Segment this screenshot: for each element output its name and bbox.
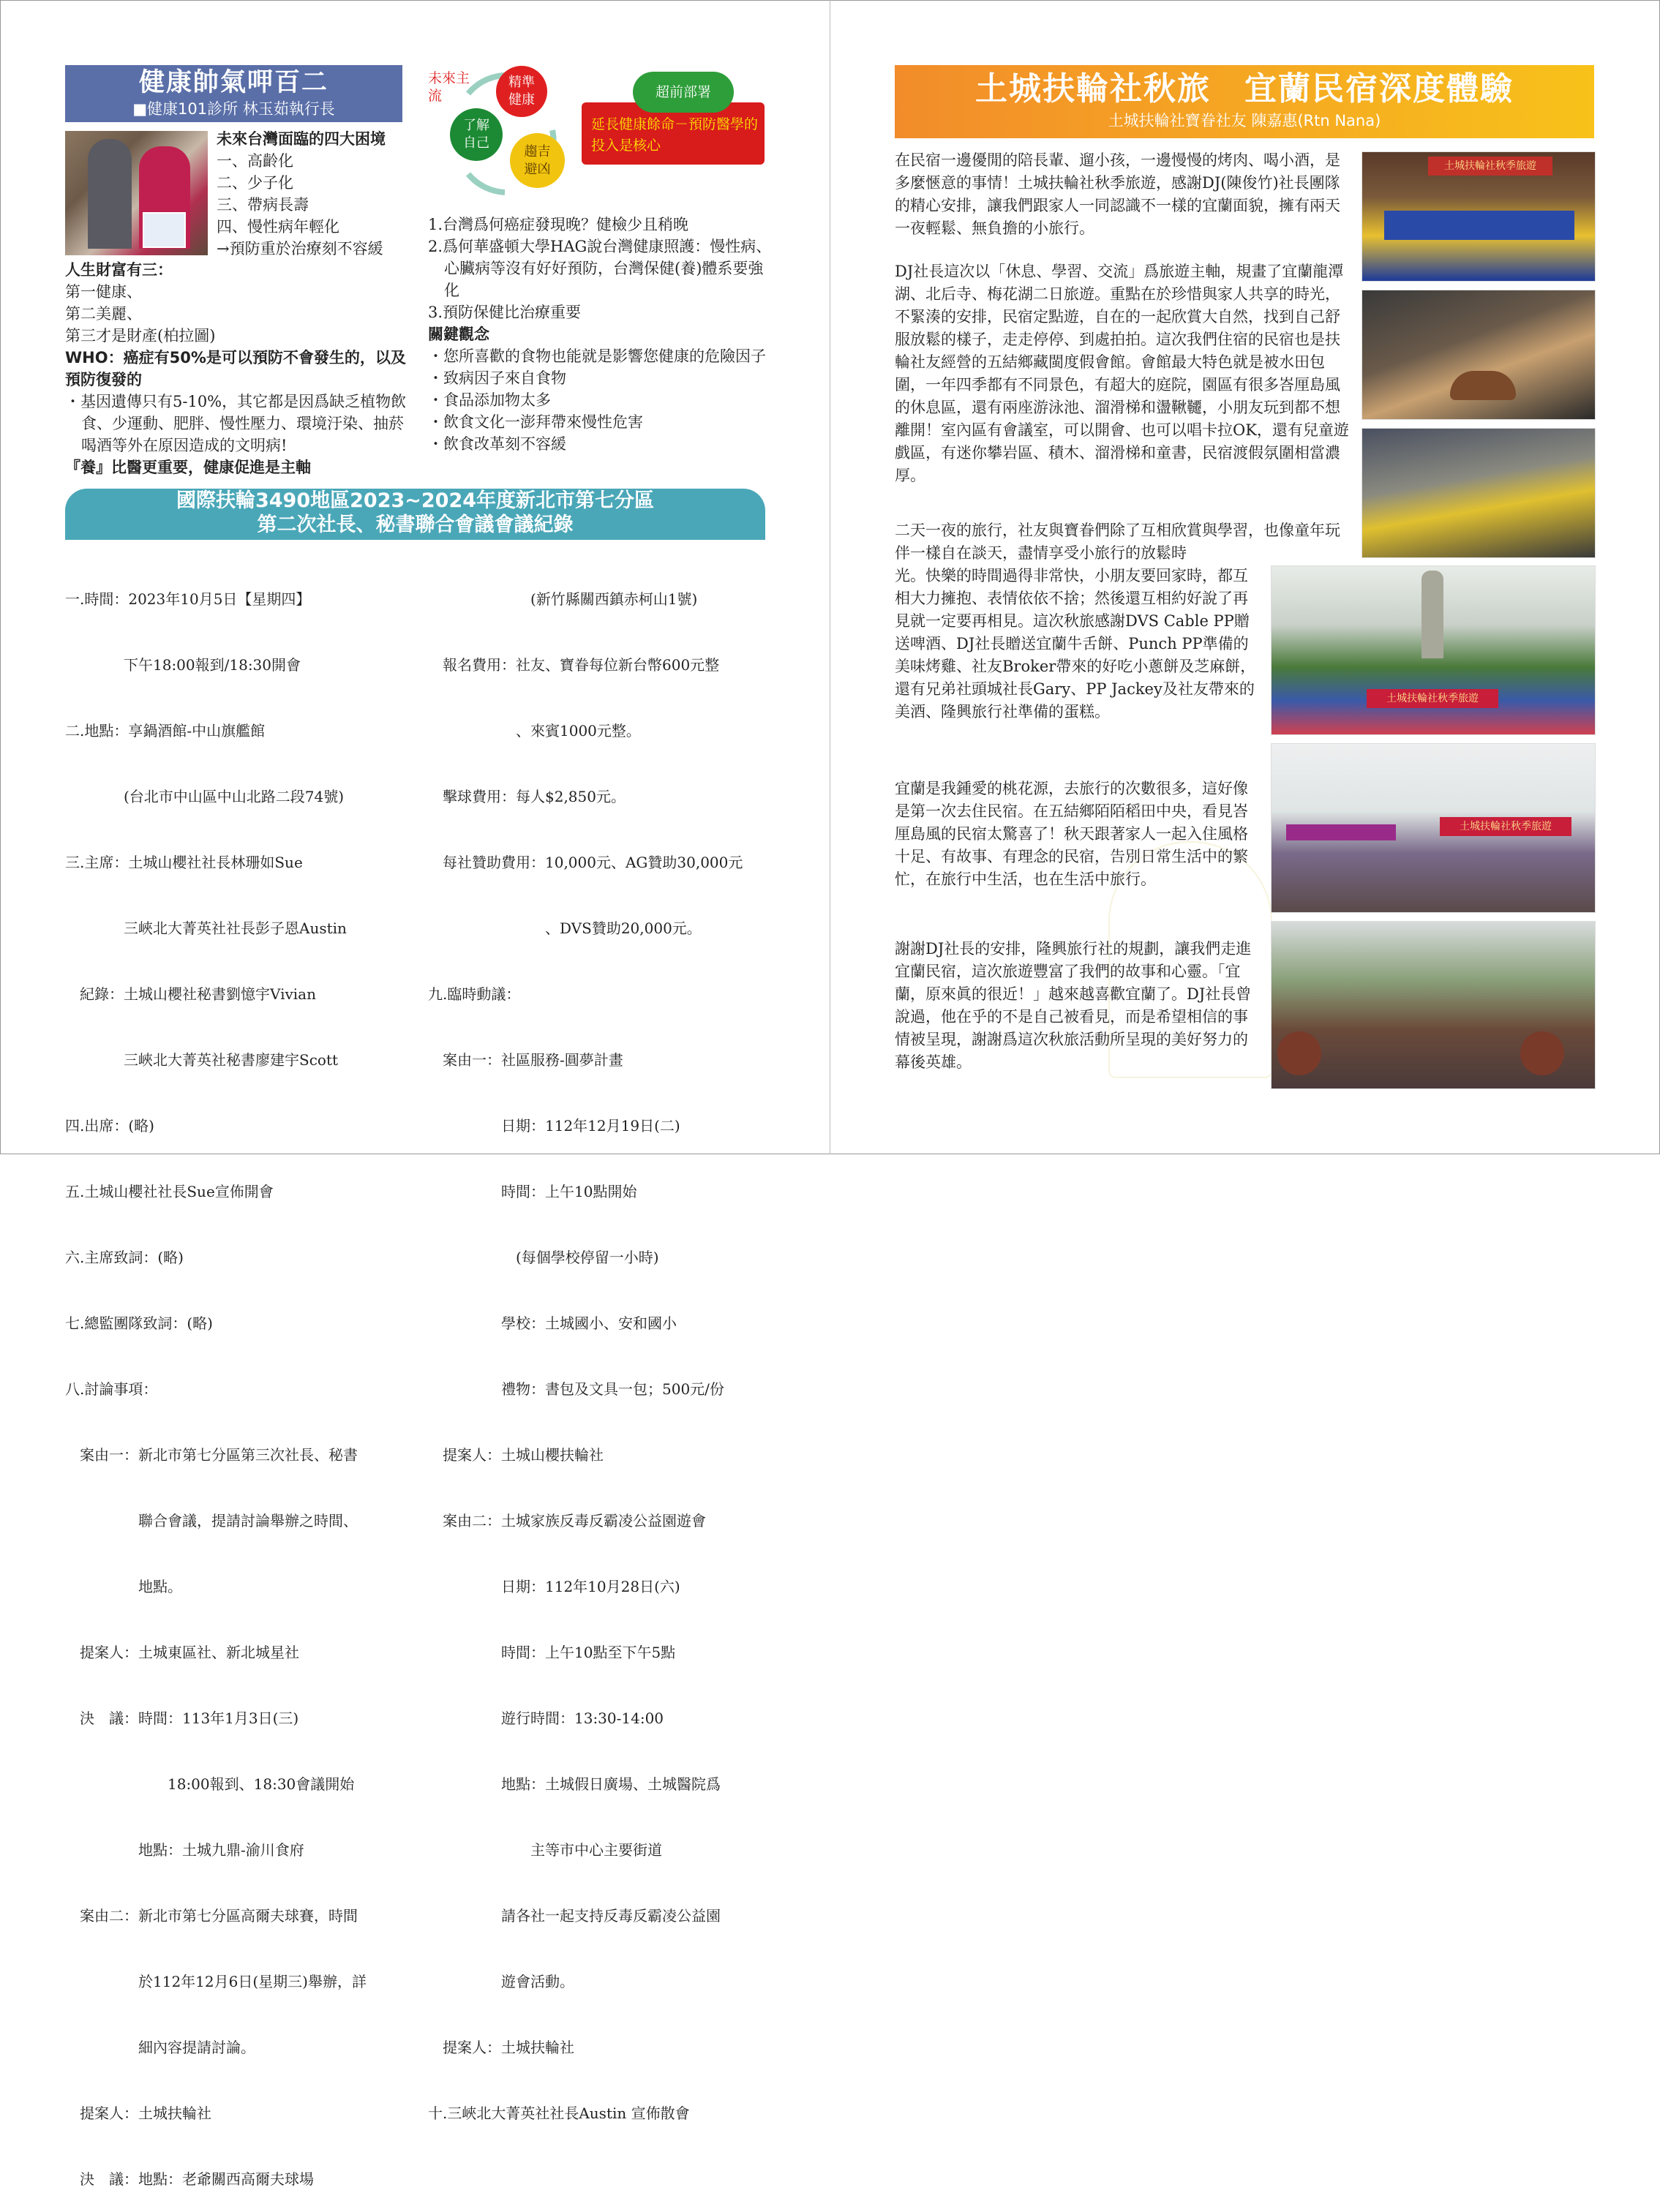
minutes-line: 提案人：土城扶輪社	[65, 2104, 211, 2122]
gear-know-yourself	[450, 108, 503, 161]
trip-photo-group-2	[1271, 743, 1596, 913]
minutes-line: 案由二：土城家族反毒反霸凌公益園遊會	[428, 1512, 706, 1530]
minutes-line: 決 議：地點：老爺關西高爾夫球場	[65, 2170, 314, 2188]
minutes-line: 地點：土城假日廣場、土城醫院爲	[428, 1775, 721, 1793]
trip-photo-dinner	[1362, 428, 1596, 558]
issue-item: →預防重於治療刻不容緩	[217, 240, 383, 257]
minutes-line: 三峽北大菁英社社長彭子恩Austin	[65, 919, 347, 937]
key-item: ・飲食改革刻不容緩	[428, 435, 566, 453]
four-issues-title: 未來台灣面臨的四大困境	[217, 130, 386, 148]
minutes-line: 、來賓1000元整。	[428, 722, 641, 740]
minutes-line: 主等市中心主要街道	[428, 1841, 662, 1859]
doctor-photo-certificate	[143, 212, 186, 248]
minutes-line: 三峽北大菁英社秘書廖建宇Scott	[65, 1051, 339, 1069]
sign-flower	[1277, 1031, 1321, 1075]
cake	[1450, 371, 1516, 400]
trip-para-2	[895, 260, 1350, 487]
who-line: WHO：癌症有50%是可以預防不會發生的，以及預防復發的	[65, 349, 406, 388]
minutes-line: 下午18:00報到/18:30開會	[65, 656, 301, 674]
paragraph: 在民宿一邊優閒的陪長輩、遛小孩，一邊慢慢的烤肉、喝小酒，是多麼愜意的事情！土城扶輪社秋季旅遊，感謝DJ(陳俊竹)社長團隊的精心安排，讓我們跟家人一同認識不一樣的宜蘭面貌，擁有兩天一夜輕鬆、無負擔的小旅行。	[895, 151, 1340, 237]
group-banner: 土城扶輪社秋季旅遊	[1367, 689, 1498, 708]
minutes-column-2	[428, 544, 772, 2146]
group-banner: 土城扶輪社秋季旅遊	[1440, 817, 1571, 836]
minutes-line: 於112年12月6日(星期三)舉辦，詳	[65, 1973, 367, 1990]
trip-photo-street-group	[1271, 921, 1596, 1089]
sign-step	[1520, 1031, 1564, 1075]
minutes-line: 一.時間：2023年10月5日【星期四】	[65, 590, 311, 608]
key-item: ・您所喜歡的食物也能就是影響您健康的危險因子	[428, 347, 766, 365]
minutes-line: 請各社一起支持反毒反霸凌公益園	[428, 1907, 721, 1925]
doctor-photo-man	[88, 139, 132, 249]
minutes-line: 案由二：新北市第七分區高爾夫球賽，時間	[65, 1907, 358, 1925]
minutes-line: 二.地點：享鍋酒館-中山旗艦館	[65, 722, 266, 740]
trip-author: 土城扶輪社寶眷社友 陳嘉惠(Rtn Nana)	[1108, 112, 1381, 129]
minutes-line: 每社贊助費用：10,000元、AG贊助30,000元	[428, 854, 743, 871]
health-subtitle: ■健康101診所 林玉茹執行長	[132, 100, 335, 118]
minutes-line: 18:00報到、18:30會議開始	[65, 1775, 355, 1793]
statue	[1421, 571, 1443, 658]
trip-para-5	[895, 938, 1258, 1074]
minutes-line: 日期：112年12月19日(二)	[428, 1117, 680, 1135]
gear-label: 趨吉避凶	[524, 143, 551, 177]
key-item: ・致病因子來自食物	[428, 369, 566, 387]
trip-photo-meeting	[1362, 151, 1596, 282]
question-item: 2.爲何華盛頓大學HAG說台灣健康照護：慢性病、心臟病等沒有好好預防，台灣保健(養)體系要強化	[428, 238, 772, 299]
minutes-line: 九.臨時動議：	[428, 985, 521, 1003]
minutes-line: 學校：土城國小、安和國小	[428, 1314, 677, 1332]
paragraph: 二天一夜的旅行，社友與寶眷們除了互相欣賞與學習，也像童年玩伴一樣自在談天，盡情享受小旅行的放鬆時	[895, 522, 1340, 562]
key-item: ・飲食文化一澎拜帶來慢性危害	[428, 413, 643, 431]
minutes-line: 提案人：土城山櫻扶輪社	[428, 1446, 604, 1464]
minutes-line: 六.主席致詞：(略)	[65, 1249, 184, 1266]
advance-deployment-cloud: 超前部署	[633, 72, 734, 113]
minutes-line: 、DVS贊助20,000元。	[428, 919, 702, 937]
health-title-banner	[65, 65, 402, 122]
paragraph: DJ社長這次以「休息、學習、交流」爲旅遊主軸，規畫了宜蘭龍潭湖、北后寺、梅花湖二日旅遊。重點在於珍惜與家人共享的時光，不緊湊的安排，民宿定點遊，自在的一起欣賞大自然，找到自己舒服放鬆的樣子，走走停停、到處拍拍。這次我們住宿的民宿也是扶輪社友經營的五結鄉藏閩度假會館。會館最大特色就是被水田包圍，一年四季都有不同景色，有超大的庭院，園區有很多峇厘島風的休息區，還有兩座游泳池、溜滑梯和盪鞦韆，小朋友玩到都不想離開！室內區有會議室，可以開會、也可以唱卡拉OK，還有兒童遊戲區，有迷你攀岩區、積木、溜滑梯和童書，民宿渡假氛圍相當濃厚。	[895, 263, 1349, 484]
minutes-line: 提案人：土城東區社、新北城星社	[65, 1644, 299, 1661]
gear-label: 了解自己	[463, 118, 489, 151]
wealth-item: 第一健康、	[65, 283, 142, 301]
trip-title: 土城扶輪社秋旅 宜蘭民宿深度體驗	[975, 70, 1514, 108]
minutes-line: 時間：上午10點開始	[428, 1183, 637, 1200]
future-trend-label: 未來主流	[428, 70, 470, 104]
question-item: 3.預防保健比治療重要	[428, 304, 582, 321]
minutes-line: 案由一：新北市第七分區第三次社長、秘書	[65, 1446, 358, 1464]
minutes-column-1	[65, 544, 431, 2212]
minutes-line: 八.討論事項：	[65, 1380, 158, 1398]
minutes-line: 遊行時間：13:30-14:00	[428, 1709, 664, 1727]
minutes-line: 聯合會議，提請討論舉辦之時間、	[65, 1512, 358, 1530]
four-issues	[217, 128, 414, 260]
minutes-line: 日期：112年10月28日(六)	[428, 1578, 680, 1595]
issue-item: 三、帶病長壽	[217, 196, 309, 214]
meeting-banner: 土城扶輪社秋季旅遊	[1428, 157, 1552, 176]
gear-avoid-risk	[510, 133, 565, 188]
minutes-line: 案由一：社區服務-圓夢計畫	[428, 1051, 623, 1069]
health-title: 健康帥氣呷百二	[138, 68, 328, 97]
minutes-line: 地點：土城九鼎-渝川食府	[65, 1841, 304, 1859]
key-concepts-title: 關鍵觀念	[428, 326, 489, 343]
trip-para-3b	[895, 565, 1258, 723]
minutes-line: 擊球費用：每人$2,850元。	[428, 788, 626, 805]
key-item: ・食品添加物太多	[428, 391, 551, 409]
meeting-title-line1: 國際扶輪3490地區2023~2024年度新北市第七分區	[176, 489, 655, 512]
gene-line: ・基因遺傳只有5-10%，其它都是因爲缺乏植物飲食、少運動、肥胖、慢性壓力、環境汙染、抽菸喝酒等外在原因造成的文明病!	[65, 393, 407, 454]
table-cloth	[1384, 211, 1574, 240]
minutes-line: 細內容提請討論。	[65, 2039, 255, 2056]
health-questions	[428, 214, 772, 455]
trip-photo-temple-group	[1271, 565, 1596, 735]
meeting-title-banner	[65, 489, 765, 540]
wealth-item: 第二美麗、	[65, 305, 142, 323]
gear-precision-health	[496, 66, 547, 117]
paragraph: 光。快樂的時間過得非常快，小朋友要回家時，都互相大力擁抱、表情依依不捨；然後還互相約好說了再見就一定要再相見。這次秋旅感謝DVS Cable PP贈送啤酒、DJ社長贈送宜蘭牛舌餅、Punch PP準備的美味烤雞、社友Broker帶來的好吃小蔥餅及芝麻餅，還有兄弟社頭城社長Gary、PP Jackey及社友帶來的美酒、隆興旅行社準備的蛋糕。	[895, 567, 1256, 721]
minutes-line: 時間：上午10點至下午5點	[428, 1644, 676, 1661]
minutes-line: 十.三峽北大菁英社社長Austin 宣佈散會	[428, 2104, 690, 2122]
minutes-line: 五.土城山櫻社社長Sue宣佈開會	[65, 1183, 274, 1200]
trip-para-3a	[895, 519, 1350, 565]
trip-para-1	[895, 149, 1350, 240]
question-item: 1.台灣爲何癌症發現晚？健檢少且稍晚	[428, 216, 689, 233]
wealth-title: 人生財富有三：	[65, 261, 173, 279]
trip-photo-cake	[1362, 290, 1596, 420]
paragraph: 宜蘭是我鍾愛的桃花源，去旅行的次數很多，這好像是第一次去住民宿。在五結鄉陌陌稻田中央，看見峇厘島風的民宿太驚喜了！秋天跟著家人一起入住風格十足、有故事、有理念的民宿，告別日常生活中的繁忙，在旅行中生活，也在生活中旅行。	[895, 780, 1248, 888]
minutes-line: 遊會活動。	[428, 1973, 574, 1990]
minutes-line: 七.總監團隊致詞：(略)	[65, 1314, 213, 1332]
minutes-line: (新竹縣關西鎮赤柯山1號)	[428, 590, 698, 608]
issue-item: 二、少子化	[217, 174, 293, 192]
paragraph: 謝謝DJ社長的安排，隆興旅行社的規劃，讓我們走進宜蘭民宿，這次旅遊豐富了我們的故事和心靈。「宜蘭，原來眞的很近！」越來越喜歡宜蘭了。DJ社長曾說過，他在乎的不是自己被看見，而是希望相信的事情被呈現，謝謝爲這次秋旅活動所呈現的美好努力的幕後英雄。	[895, 940, 1252, 1071]
minutes-line: 四.出席：(略)	[65, 1117, 154, 1135]
wealth-section	[65, 259, 409, 478]
minutes-line: 報名費用：社友、寶眷每位新台幣600元整	[428, 656, 720, 674]
issue-item: 四、慢性病年輕化	[217, 218, 339, 236]
nourish-line: 『養』比醫更重要，健康促進是主軸	[65, 459, 311, 476]
minutes-line: (台北市中山區中山北路二段74號)	[65, 788, 345, 805]
gear-label: 精準健康	[508, 75, 535, 108]
purple-banner	[1286, 824, 1396, 840]
minutes-line: 提案人：土城扶輪社	[428, 2039, 574, 2056]
trip-para-4	[895, 778, 1258, 891]
meeting-title-line2: 第二次社長、秘書聯合會議會議紀錄	[257, 514, 574, 536]
note-text: 延長健康餘命－預防醫學的投入是核心	[591, 116, 759, 154]
wealth-item: 第三才是財產(柏拉圖)	[65, 327, 216, 345]
minutes-line: 禮物：書包及文具一包；500元/份	[428, 1380, 724, 1398]
minutes-line: 三.主席：土城山櫻社社長林珊如Sue	[65, 854, 303, 871]
minutes-line: 決 議：時間：113年1月3日(三)	[65, 1709, 299, 1727]
minutes-line: (每個學校停留一小時)	[428, 1249, 659, 1266]
minutes-line: 地點。	[65, 1578, 182, 1595]
minutes-line: 紀錄：土城山櫻社秘書劉憶宇Vivian	[65, 985, 316, 1003]
issue-item: 一、高齡化	[217, 152, 293, 170]
